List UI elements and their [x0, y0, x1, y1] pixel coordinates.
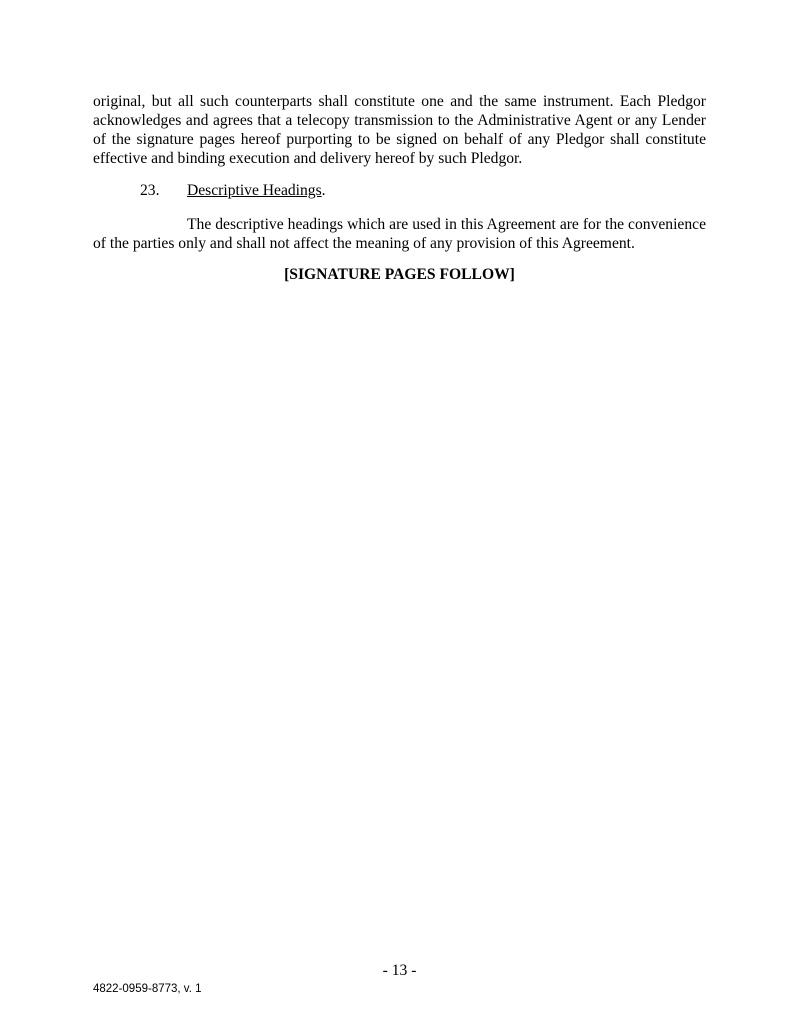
section-title: Descriptive Headings	[187, 182, 322, 199]
document-id: 4822-0959-8773, v. 1	[93, 983, 202, 995]
paragraph-counterparts-continuation: original, but all such counterparts shall constitute one and the same instrument. Each Pledgor acknowledges and agrees that a telecopy transmission to the Administrative Agent or any Lender of the signature pages hereof purporting to be signed on behalf of any Pledgor shall constitute effective and binding execution and delivery hereof by such Pledgor.	[93, 93, 706, 167]
section-number: 23.	[140, 182, 160, 199]
section-heading	[140, 181, 706, 200]
page-content	[93, 0, 706, 284]
paragraph-descriptive-headings: The descriptive headings which are used in this Agreement are for the convenience of the parties only and shall not affect the meaning of any provision of this Agreement.	[93, 216, 706, 252]
signature-pages-notice: [SIGNATURE PAGES FOLLOW]	[284, 266, 515, 283]
page-number: - 13 -	[382, 962, 417, 979]
section-title-period: .	[321, 182, 326, 199]
